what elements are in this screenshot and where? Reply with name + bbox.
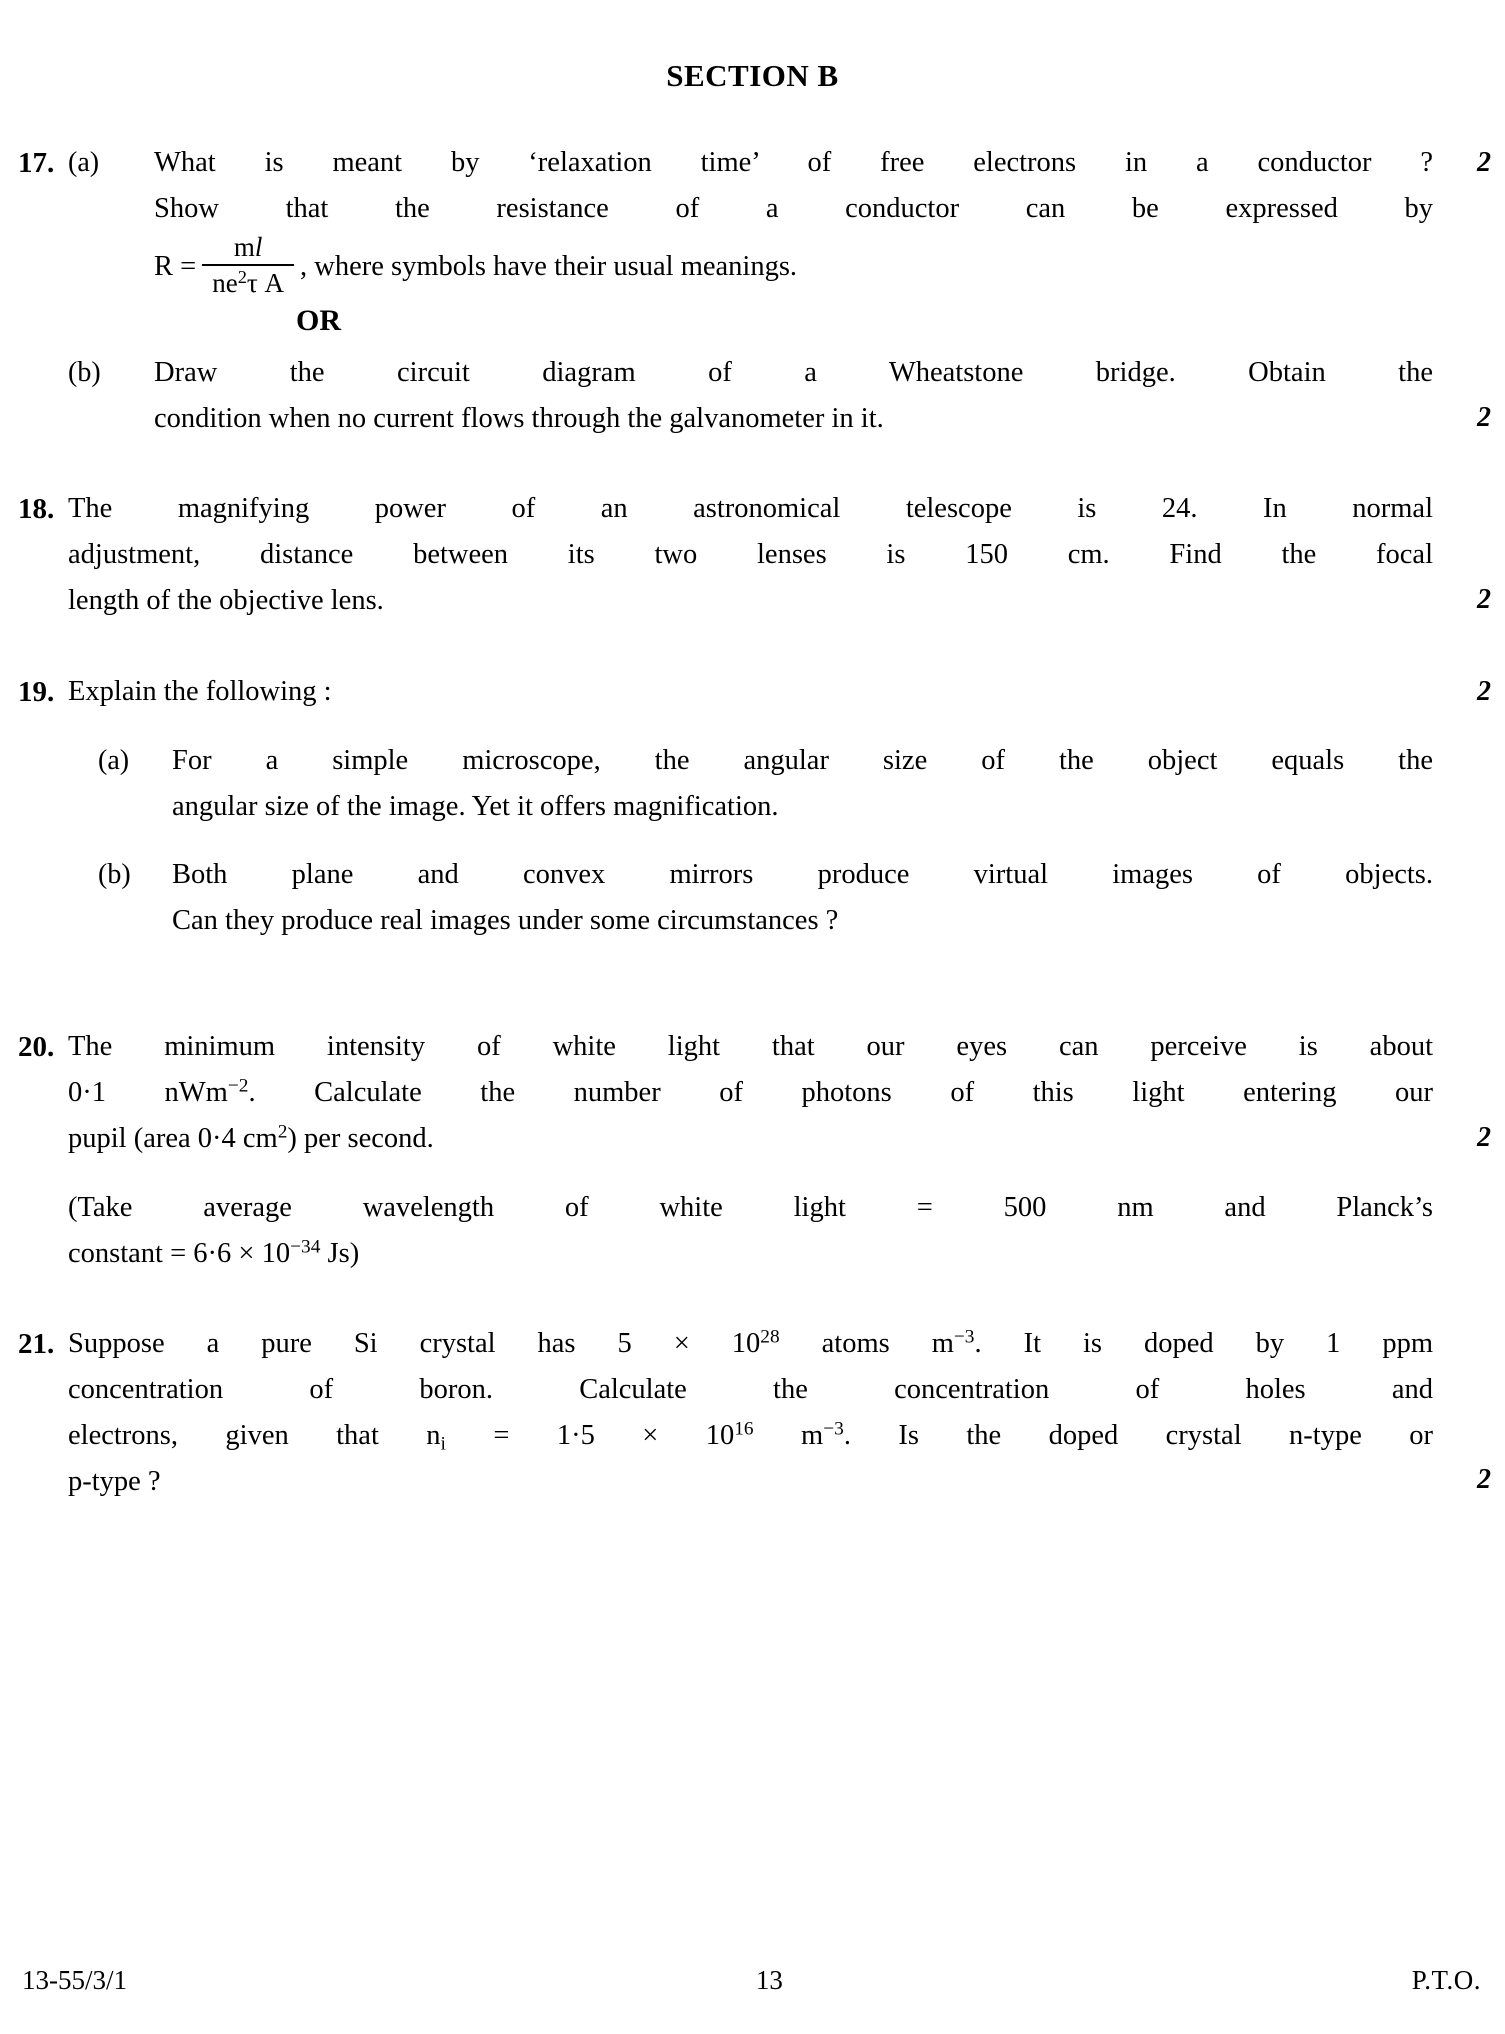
question-19-part-a bbox=[0, 738, 1505, 830]
q20-line2-a: 0·1 nWm bbox=[68, 1077, 228, 1109]
marks-q17b-value: 2 bbox=[1477, 402, 1491, 434]
marks-q18-value: 2 bbox=[1477, 583, 1491, 615]
marks-q18 bbox=[1433, 486, 1505, 624]
q17a-formula bbox=[154, 234, 1433, 299]
q20-note2-exponent: −34 bbox=[290, 1236, 321, 1258]
question-19-part-a-label: (a) bbox=[98, 744, 130, 776]
question-17b-number-spacer bbox=[0, 350, 68, 442]
marks-q17a: 2 bbox=[1477, 147, 1491, 178]
q19a-line-1: For a simple microscope, the angular size of the object equals the bbox=[172, 744, 1433, 776]
question-17 bbox=[0, 140, 1505, 302]
q20-note-line-2 bbox=[68, 1231, 1433, 1277]
q20-line3-exponent: 2 bbox=[277, 1121, 288, 1143]
question-21-body bbox=[68, 1321, 1433, 1506]
question-19 bbox=[0, 669, 1505, 716]
q21-line-2: concentration of boron. Calculate the concentration of holes and bbox=[68, 1374, 1433, 1406]
denominator-area: A bbox=[264, 267, 284, 298]
q20-line3-b: ) per second. bbox=[287, 1123, 434, 1155]
question-number-20: 20. bbox=[18, 1031, 55, 1064]
denominator-tau: τ bbox=[246, 267, 258, 298]
q20-line-2 bbox=[68, 1070, 1433, 1116]
question-19-part-b bbox=[0, 852, 1505, 944]
spacer-after-q17 bbox=[0, 442, 1505, 486]
q21-line1-b: atoms m bbox=[779, 1327, 954, 1359]
denominator-exponent: 2 bbox=[237, 266, 247, 287]
q21-line3-c: m bbox=[753, 1420, 824, 1452]
q21-line3-a: electrons, given that n bbox=[68, 1420, 441, 1452]
q20-line2-exponent: −2 bbox=[227, 1075, 249, 1097]
spacer-q19-stem bbox=[0, 716, 1505, 738]
spacer-q20-note bbox=[68, 1163, 1433, 1185]
question-number-17: 17. bbox=[18, 147, 55, 179]
question-18-body bbox=[68, 486, 1433, 624]
page-number: 13 bbox=[755, 1965, 783, 1995]
q20-note-line-1: (Take average wavelength of white light = 500 nm and Planck’s bbox=[68, 1191, 1433, 1223]
question-20 bbox=[0, 1024, 1505, 1277]
denominator-ne: ne bbox=[212, 267, 238, 298]
question-19-stem: Explain the following : bbox=[68, 675, 332, 707]
q21-line1-c: . It is doped by 1 ppm bbox=[974, 1327, 1433, 1359]
question-19-part-b-label: (b) bbox=[98, 858, 131, 890]
q17b-line-2: condition when no current flows through the galvanometer in it. bbox=[154, 402, 884, 434]
resistance-fraction bbox=[202, 232, 294, 297]
question-number-18: 18. bbox=[18, 493, 55, 526]
formula-trailing-text: , where symbols have their usual meanings. bbox=[300, 251, 798, 283]
q21-line-1 bbox=[68, 1321, 1433, 1367]
q21-line3-d: . Is the doped crystal n-type or bbox=[843, 1420, 1434, 1452]
marks-q19a-empty bbox=[1433, 738, 1505, 830]
spacer-q19a-q19b bbox=[0, 830, 1505, 852]
question-number-21: 21. bbox=[18, 1327, 55, 1360]
spacer-after-q18 bbox=[0, 625, 1505, 669]
q19b-line-2: Can they produce real images under some circumstances ? bbox=[172, 905, 839, 936]
fraction-denominator bbox=[202, 264, 294, 298]
fraction-numerator bbox=[202, 232, 294, 263]
q20-line2-b: . Calculate the number of photons of this light entering our bbox=[248, 1077, 1434, 1109]
marks-q21 bbox=[1433, 1321, 1505, 1506]
q18-line-2: adjustment, distance between its two lenses is 150 cm. Find the focal bbox=[68, 539, 1433, 571]
or-divider: OR bbox=[296, 303, 341, 337]
q17a-line-1: What is meant by ‘relaxation time’ of free electrons in a conductor ? bbox=[154, 147, 1433, 178]
q21-line3-b: = 1·5 × 10 bbox=[445, 1420, 735, 1452]
marks-q19: 2 bbox=[1477, 675, 1491, 707]
or-divider-row bbox=[0, 302, 1505, 350]
formula-lhs: R = bbox=[154, 251, 197, 283]
spacer-after-q20 bbox=[0, 1277, 1505, 1321]
q21-line3-exponent-2: −3 bbox=[823, 1418, 844, 1440]
marks-q20-value: 2 bbox=[1477, 1121, 1491, 1153]
question-21 bbox=[0, 1321, 1505, 1506]
question-17-part-b bbox=[0, 350, 1505, 442]
q20-note2-a: constant = 6·6 × 10 bbox=[68, 1237, 291, 1269]
question-19-part-a-body bbox=[154, 738, 1433, 830]
marks-q19b-empty bbox=[1433, 852, 1505, 944]
q20-line-3 bbox=[68, 1116, 1433, 1162]
q19b-line-1: Both plane and convex mirrors produce virtual images of objects. bbox=[172, 858, 1433, 890]
q21-line-3 bbox=[68, 1413, 1433, 1459]
question-17-part-a-label: (a) bbox=[68, 147, 100, 178]
question-17-part-b-label: (b) bbox=[68, 356, 101, 388]
question-17-part-a-body bbox=[154, 140, 1433, 302]
q19a-line-2: angular size of the image. Yet it offers magnification. bbox=[172, 790, 779, 822]
question-18 bbox=[0, 486, 1505, 624]
q20-line-1: The minimum intensity of white light that our eyes can perceive is about bbox=[68, 1031, 1433, 1063]
q20-note2-b: Js) bbox=[320, 1237, 360, 1269]
question-20-body bbox=[68, 1024, 1433, 1277]
q21-line-4: p-type ? bbox=[68, 1466, 161, 1498]
marks-q20 bbox=[1433, 1024, 1505, 1277]
q21-line1-a: Suppose a pure Si crystal has 5 × 10 bbox=[68, 1327, 761, 1359]
numerator-l: l bbox=[254, 232, 263, 263]
section-heading: SECTION B bbox=[666, 58, 839, 93]
q21-line3-subscript: i bbox=[440, 1433, 446, 1455]
marks-q17b bbox=[1433, 350, 1505, 442]
pto-label: P.T.O. bbox=[1411, 1965, 1481, 1995]
q21-line1-exponent-1: 28 bbox=[760, 1326, 780, 1348]
q21-line1-exponent-2: −3 bbox=[953, 1326, 975, 1348]
page-footer bbox=[0, 1965, 1505, 1996]
paper-code: 13-55/3/1 bbox=[22, 1965, 127, 1995]
marks-q21-value: 2 bbox=[1477, 1464, 1491, 1496]
q18-line-1: The magnifying power of an astronomical telescope is 24. In normal bbox=[68, 493, 1433, 525]
question-19-part-b-body bbox=[154, 852, 1433, 944]
q21-line3-exponent-1: 16 bbox=[734, 1418, 754, 1440]
q20-line3-a: pupil (area 0·4 cm bbox=[68, 1123, 278, 1155]
spacer-after-q19 bbox=[0, 944, 1505, 1024]
q18-line-3: length of the objective lens. bbox=[68, 585, 384, 617]
question-number-19: 19. bbox=[18, 675, 55, 708]
q17b-line-1: Draw the circuit diagram of a Wheatstone bridge. Obtain the bbox=[154, 356, 1433, 388]
question-17-part-b-body bbox=[154, 350, 1433, 442]
q17a-line-2: Show that the resistance of a conductor can be expressed by bbox=[154, 193, 1433, 225]
numerator-m: m bbox=[233, 232, 255, 263]
